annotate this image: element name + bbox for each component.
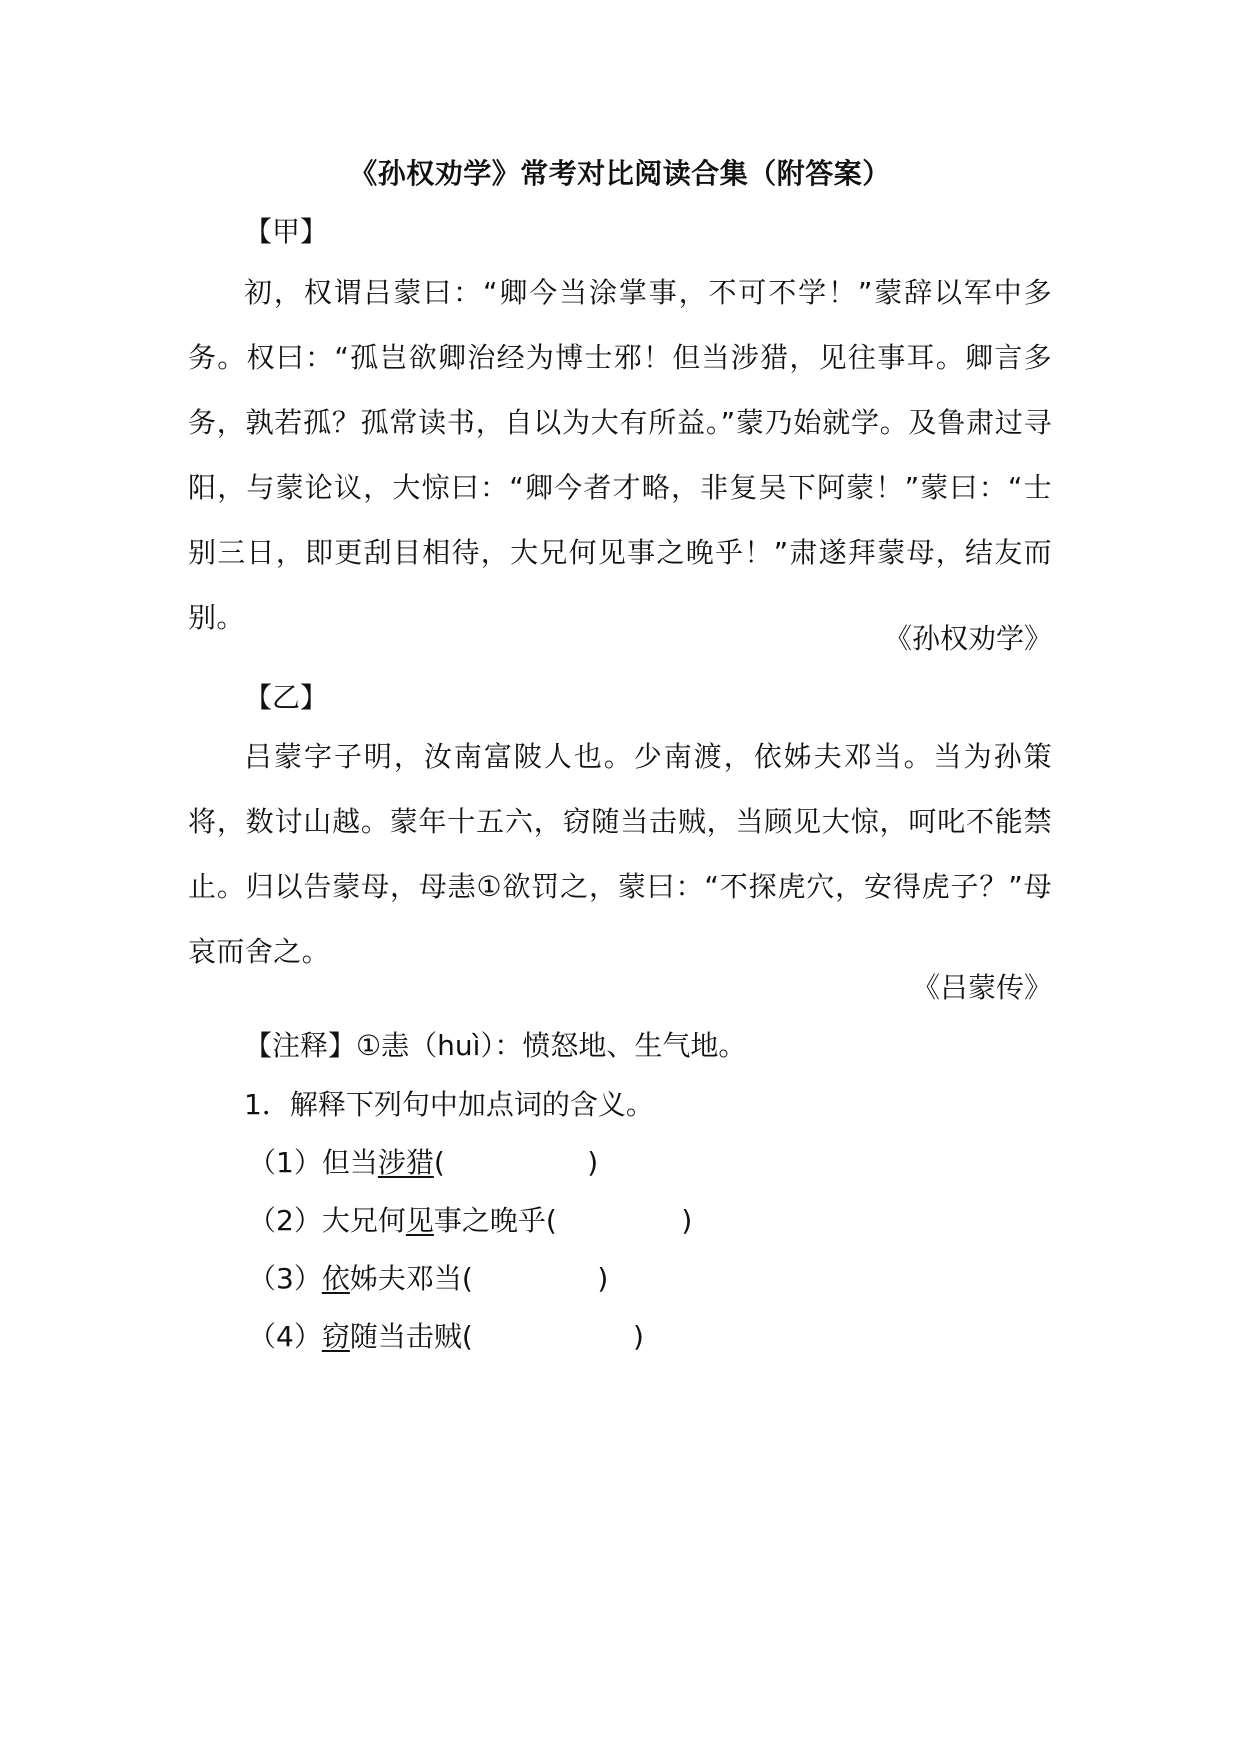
annotation-note: 【注释】①恚（huì）：愤怒地、生气地。	[244, 1029, 747, 1062]
item-marked-word: 见	[405, 1204, 434, 1237]
section-a-source: 《孙权劝学》	[883, 622, 1052, 655]
question-1-prompt: 1．解释下列句中加点词的含义。	[244, 1088, 654, 1121]
item-text-post: 随当击贼	[349, 1320, 462, 1353]
item-number: （1）	[248, 1146, 322, 1179]
item-text-post: 姊夫邓当	[349, 1262, 462, 1295]
document-title: 《孙权劝学》常考对比阅读合集（附答案）	[349, 157, 891, 190]
section-b-text: 吕蒙字子明，汝南富陂人也。少南渡，依姊夫邓当。当为孙策将，数讨山越。蒙年十五六，窃随当击贼，当顾见大惊，呵叱不能禁止。归以告蒙母，母恚①欲罚之，蒙曰：“不探虎穴，安得虎子？”母哀而舍之。	[188, 740, 1052, 968]
item-text-pre: 大兄何	[321, 1204, 406, 1237]
answer-blank[interactable]: ( )	[461, 1262, 609, 1295]
item-marked-word: 涉猎	[377, 1146, 434, 1179]
item-text-post: 事之晚乎	[433, 1204, 546, 1237]
section-b-label: 【乙】	[244, 681, 329, 714]
item-number: （4）	[248, 1320, 322, 1353]
question-item-4	[248, 1320, 644, 1353]
item-marked-word: 依	[321, 1262, 350, 1295]
answer-blank[interactable]: ( )	[545, 1204, 693, 1237]
answer-blank[interactable]: ( )	[433, 1146, 599, 1179]
section-b-source: 《吕蒙传》	[911, 971, 1052, 1004]
item-marked-word: 窃	[321, 1320, 350, 1353]
item-number: （3）	[248, 1262, 322, 1295]
question-item-1	[248, 1146, 599, 1179]
section-a-label: 【甲】	[244, 215, 329, 248]
answer-blank[interactable]: ( )	[461, 1320, 644, 1353]
section-a-text: 初，权谓吕蒙曰：“卿今当涂掌事，不可不学！”蒙辞以军中多务。权曰：“孤岂欲卿治经为博士邪！但当涉猎，见往事耳。卿言多务，孰若孤？孤常读书，自以为大有所益。”蒙乃始就学。及鲁肃过寻阳，与蒙论议，大惊曰：“卿今者才略，非复吴下阿蒙！”蒙曰：“士别三日，即更刮目相待，大兄何见事之晚乎！”肃遂拜蒙母，结友而别。	[188, 276, 1052, 634]
item-number: （2）	[248, 1204, 322, 1237]
question-item-2	[248, 1204, 693, 1237]
question-item-3	[248, 1262, 609, 1295]
item-text-pre: 但当	[321, 1146, 378, 1179]
